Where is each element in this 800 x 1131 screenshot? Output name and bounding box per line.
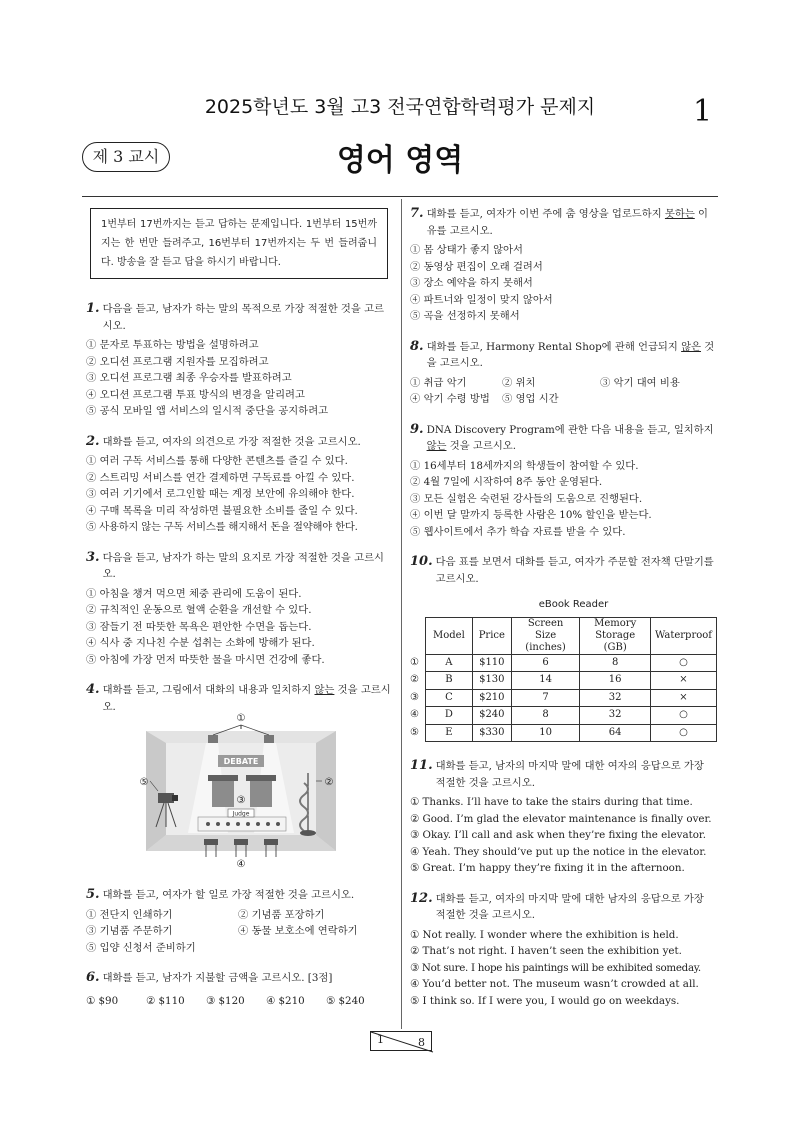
column-divider [401, 199, 402, 1029]
option[interactable]: ③ 모든 실험은 숙련된 강사들의 도움으로 진행된다. [410, 492, 643, 505]
option[interactable]: ④ You’d better not. The museum wasn’t crowded at all. [410, 978, 699, 990]
question-number: 2. [86, 433, 100, 449]
period-badge: 제 3 교시 [82, 142, 170, 172]
column-header: Screen Size (inches) [511, 617, 580, 654]
question-8 [410, 339, 717, 408]
marker-3: ③ [236, 795, 246, 806]
option-marker: ⑤ [410, 726, 419, 738]
question-10 [410, 554, 717, 742]
option[interactable]: ⑤ 영업 시간 [502, 393, 559, 405]
debate-banner-text: DEBATE [223, 757, 259, 766]
question-stem: 다음을 듣고, 남자가 하는 말의 목적으로 가장 적절한 것을 고르시오. [102, 303, 384, 332]
option[interactable]: ④ 구매 목록을 미리 작성하면 불필요한 소비를 줄일 수 있다. [86, 504, 358, 517]
option[interactable]: ③ 장소 예약을 하지 못해서 [410, 277, 533, 289]
question-number: 12. [410, 890, 433, 906]
option[interactable]: ① Not really. I wonder where the exhibition is held. [410, 928, 679, 941]
option[interactable]: ④ $210 [266, 994, 305, 1007]
option[interactable]: ① 문자로 투표하는 방법을 설명하려고 [86, 339, 259, 351]
question-4 [86, 682, 393, 871]
page-indicator [370, 1031, 432, 1051]
option[interactable]: ④ 동물 보호소에 연락하기 [238, 925, 358, 937]
column-header: Price [472, 617, 511, 654]
ebook-reader-table [410, 617, 717, 743]
question-6 [86, 970, 393, 1009]
right-column [410, 206, 717, 1009]
question-12 [410, 891, 717, 1010]
question-9 [410, 422, 717, 541]
option[interactable]: ② 동영상 편집이 오래 걸려서 [410, 260, 543, 273]
option[interactable]: ② That’s not right. I haven’t seen the exhibition yet. [410, 945, 682, 957]
question-number: 8. [410, 338, 424, 354]
question-number: 5. [86, 887, 100, 902]
option[interactable]: ④ 파트너와 일정이 맞지 않아서 [410, 293, 553, 306]
option[interactable]: ⑤ 공식 모바일 앱 서비스의 일시적 중단을 공지하려고 [86, 405, 329, 417]
question-number: 3. [86, 549, 100, 565]
option[interactable]: ② Good. I’m glad the elevator maintenance is finally over. [410, 812, 712, 825]
table-row[interactable]: ① A $110 6 8 ○ [410, 654, 717, 672]
question-3 [86, 550, 393, 669]
question-stem: 대화를 듣고, 남자의 마지막 말에 대한 여자의 응답으로 가장 적절한 것을 고르시오. [435, 760, 704, 789]
table-row[interactable]: ② B $130 14 16 × [410, 672, 717, 690]
option-marker: ④ [410, 709, 419, 720]
option[interactable]: ① $90 [86, 994, 119, 1007]
option[interactable]: ③ 악기 대여 비용 [600, 376, 680, 389]
option[interactable]: ① 전단지 인쇄하기 [86, 908, 173, 921]
option[interactable]: ② 4월 7일에 시작하여 8주 동안 운영된다. [410, 476, 603, 488]
debate-stage-illustration [136, 713, 346, 871]
subject-title: 영어 영역 [336, 143, 464, 178]
column-header: Model [425, 617, 472, 654]
marker-5: ⑤ [139, 777, 149, 788]
option[interactable]: ① 여러 구독 서비스를 통해 다양한 콘텐츠를 즐길 수 있다. [86, 455, 348, 467]
table-title: eBook Reader [538, 599, 609, 610]
option[interactable]: ① 아침을 챙겨 먹으면 체중 관리에 도움이 된다. [86, 587, 302, 600]
question-stem: 다음을 듣고, 남자가 하는 말의 요지로 가장 적절한 것을 고르시오. [102, 551, 384, 580]
question-stem: 대화를 듣고, 여자가 이번 주에 춤 영상을 업로드하지 못하는 이유를 고르시오. [426, 208, 708, 237]
option[interactable]: ⑤ 웹사이트에서 추가 학습 자료를 받을 수 있다. [410, 525, 626, 538]
question-number: 7. [410, 206, 424, 221]
option[interactable]: ② 오디션 프로그램 지원자를 모집하려고 [86, 355, 269, 368]
option-marker: ③ [410, 691, 419, 703]
marker-1: ① [236, 713, 246, 724]
option[interactable]: ③ Okay. I’ll call and ask when they’re fixing the elevator. [410, 829, 706, 841]
option[interactable]: ⑤ 아침에 가장 먼저 따뜻한 물을 마시면 건강에 좋다. [86, 653, 325, 666]
total-pages: 8 [418, 1036, 425, 1049]
option[interactable]: ⑤ $240 [326, 994, 365, 1007]
question-stem: 대화를 듣고, 여자의 마지막 말에 대한 남자의 응답으로 가장 적절한 것을 고르시오. [435, 892, 704, 921]
option[interactable]: ② $110 [146, 994, 185, 1007]
option[interactable]: ④ 이번 달 말까지 등록한 사람은 10% 할인을 받는다. [410, 509, 652, 521]
option[interactable]: ③ $120 [206, 994, 245, 1007]
question-number: 4. [86, 682, 100, 697]
listening-notice: 1번부터 17번까지는 듣고 답하는 문제입니다. 1번부터 15번까지는 한 번만 들려주고, 16번부터 17번까지는 두 번 들려줍니다. 방송을 잘 듣고 답을 하시기 바랍니다. [90, 208, 388, 279]
question-number: 9. [410, 421, 424, 437]
option[interactable]: ⑤ I think so. If I were you, I would go on weekdays. [410, 994, 680, 1007]
option[interactable]: ③ 기념품 주문하기 [86, 925, 173, 937]
option[interactable]: ⑤ 입양 신청서 준비하기 [86, 941, 196, 954]
option[interactable]: ② 규칙적인 운동으로 혈액 순환을 개선할 수 있다. [86, 604, 312, 616]
question-number: 11. [410, 758, 433, 773]
option-marker: ② [410, 674, 419, 685]
option[interactable]: ① 몸 상태가 좋지 않아서 [410, 244, 523, 256]
option[interactable]: ④ 악기 수령 방법 [410, 393, 490, 405]
left-column [86, 206, 393, 1009]
question-5 [86, 887, 393, 956]
option[interactable]: ② 기념품 포장하기 [238, 908, 325, 921]
question-stem: 대화를 듣고, Harmony Rental Shop에 관해 언급되지 않은 것을 고르시오. [426, 340, 715, 369]
question-7 [410, 206, 717, 325]
question-number: 1. [86, 301, 100, 316]
question-stem: 다음 표를 보면서 대화를 듣고, 여자가 주문할 전자책 단말기를 고르시오. [435, 556, 714, 585]
question-stem: 대화를 듣고, 그림에서 대화의 내용과 일치하지 않는 것을 고르시오. [102, 684, 391, 713]
option[interactable]: ③ Not sure. I hope his paintings will be exhibited someday. [410, 961, 701, 974]
option[interactable]: ① 취급 악기 [410, 376, 467, 389]
question-number: 10. [410, 554, 433, 569]
marker-4: ④ [236, 859, 246, 870]
option[interactable]: ③ 오디션 프로그램 최종 우승자를 발표하려고 [86, 372, 292, 384]
option[interactable]: ③ 여러 기기에서 로그인할 때는 계정 보안에 유의해야 한다. [86, 488, 355, 500]
option[interactable]: ④ 오디션 프로그램 투표 방식의 변경을 알리려고 [86, 388, 305, 401]
option[interactable]: ④ Yeah. They should’ve put up the notice in the elevator. [410, 845, 707, 858]
option[interactable]: ④ 식사 중 지나친 수분 섭취는 소화에 방해가 된다. [86, 637, 315, 649]
question-stem: 대화를 듣고, 여자가 할 일로 가장 적절한 것을 고르시오. [102, 889, 355, 901]
option[interactable]: ⑤ Great. I’m happy they’re fixing it in the afternoon. [410, 862, 685, 874]
table-row[interactable]: ③ C $210 7 32 × [410, 689, 717, 707]
header-divider [82, 196, 718, 197]
current-page: 1 [377, 1033, 384, 1046]
judge-sign-text: Judge [232, 810, 250, 818]
option[interactable]: ② 위치 [502, 376, 536, 389]
page-number: 1 [693, 94, 713, 129]
question-stem: 대화를 듣고, 여자의 의견으로 가장 적절한 것을 고르시오. [102, 435, 361, 448]
marker-2: ② [324, 777, 334, 788]
question-11 [410, 758, 717, 877]
option[interactable]: ① 16세부터 18세까지의 학생들이 참여할 수 있다. [410, 459, 639, 472]
debate-stage-illustration [136, 713, 346, 871]
question-stem: DNA Discovery Program에 관한 다음 내용을 듣고, 일치하지 않는 것을 고르시오. [426, 423, 714, 452]
table-row[interactable]: ④ D $240 8 32 ○ [410, 707, 717, 725]
question-number: 6. [86, 970, 100, 985]
table-row[interactable]: ⑤ E $330 10 64 ○ [410, 724, 717, 742]
question-2 [86, 434, 393, 536]
option[interactable]: ① Thanks. I’ll have to take the stairs during that time. [410, 796, 693, 808]
option[interactable]: ⑤ 곡을 선정하지 못해서 [410, 310, 520, 322]
option[interactable]: ② 스트리밍 서비스를 연간 결제하면 구독료를 아낄 수 있다. [86, 471, 355, 484]
option[interactable]: ③ 잠들기 전 따뜻한 목욕은 편안한 수면을 돕는다. [86, 620, 312, 633]
option[interactable]: ⑤ 사용하지 않는 구독 서비스를 해지해서 돈을 절약해야 한다. [86, 521, 358, 533]
question-1 [86, 301, 393, 420]
column-header: Memory Storage (GB) [580, 617, 651, 654]
exam-title: 2025학년도 3월 고3 전국연합학력평가 문제지 [204, 96, 596, 118]
question-stem: 대화를 듣고, 남자가 지불할 금액을 고르시오. [3점] [102, 972, 333, 984]
option-marker: ① [410, 656, 419, 668]
column-header: Waterproof [650, 617, 716, 654]
